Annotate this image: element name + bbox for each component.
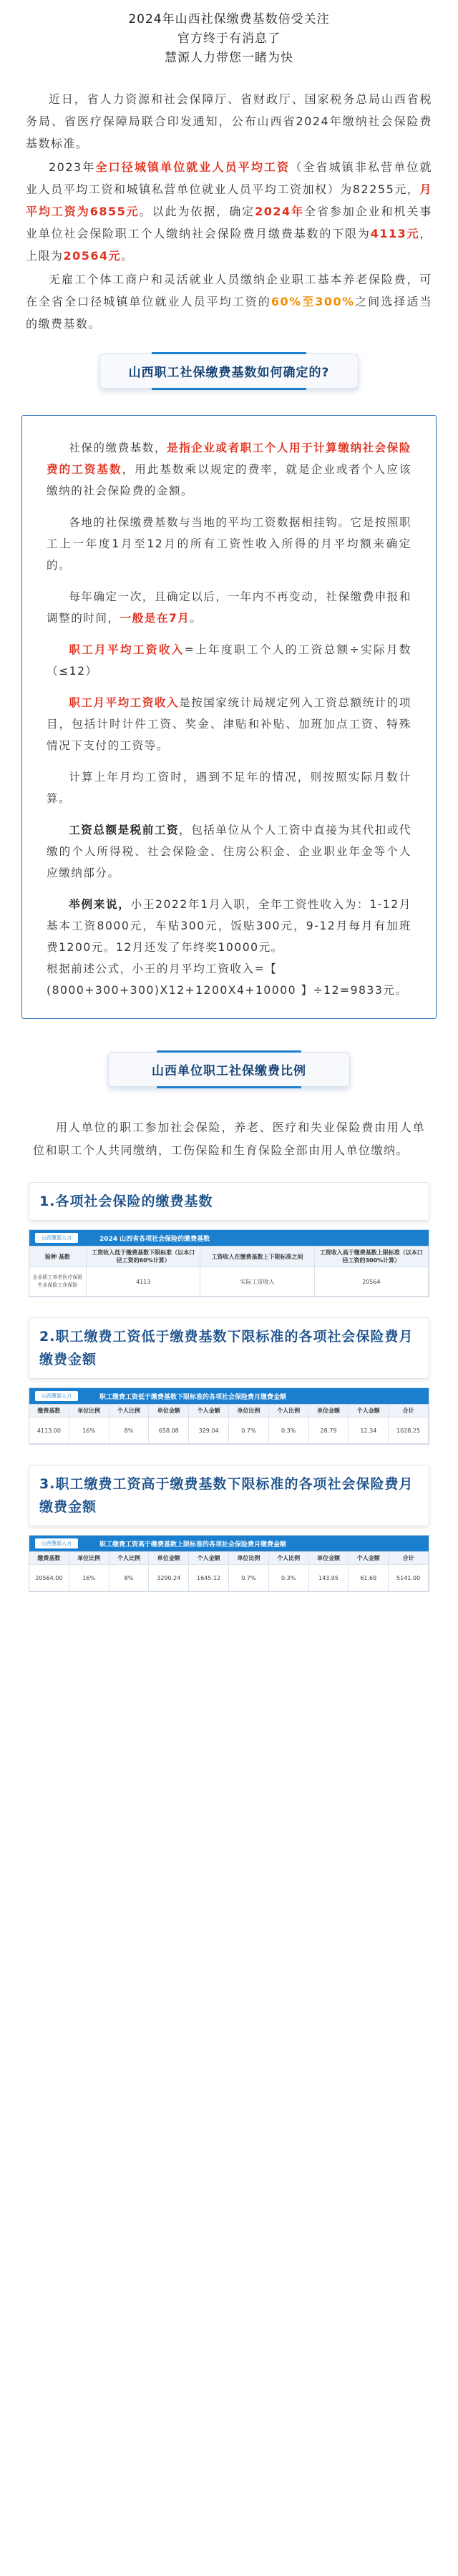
- text-span: 小王2022年1月入职，全年工资性收入为：1-12月基本工资8000元，车贴300元，饭贴300元，9-12月每月有加班费1200元。12月还发了年终奖10000元。: [47, 898, 411, 954]
- table-header-cell: 个人金额: [189, 1405, 229, 1418]
- table-cell: 1028.25: [389, 1418, 429, 1444]
- table-cell: 61.69: [349, 1565, 389, 1591]
- table-header-cell: 个人金额: [189, 1552, 229, 1565]
- section-heading-2-label: 山西单位职工社保缴费比例: [108, 1052, 350, 1087]
- text-span: （全省城镇非私营单位就业人员平均工资和城镇私营单位就业人员平均工资加权）为82255元，: [26, 160, 432, 196]
- table-cell: 工资收入低于缴费基数下限标准（以本口径工资的60%计算）: [87, 1246, 200, 1267]
- text-span: ，用此基数乘以规定的费率，就是企业或者个人应该缴纳的社会保险费的金额。: [47, 463, 411, 497]
- table-cell: 20564.00: [29, 1565, 69, 1591]
- text-span: 社保的缴费基数，: [69, 441, 167, 454]
- table-cell: 8%: [109, 1565, 150, 1591]
- table-cell: 329.04: [189, 1418, 229, 1444]
- intro-line-1: 2024年山西社保缴费基数倍受关注: [128, 12, 330, 26]
- text-span: 2023年: [49, 160, 96, 174]
- table-cell: 0.7%: [229, 1418, 269, 1444]
- table-header-cell: 个人比例: [269, 1405, 309, 1418]
- intro-block: [0, 0, 458, 68]
- intro-line-3: 慧源人力带您一睹为快: [165, 51, 293, 65]
- box-paragraph-6: 计算上年月均工资时，遇到不足年的情况，则按照实际月数计算。: [47, 771, 411, 805]
- table-header-cell: 缴费基数: [29, 1552, 69, 1565]
- logo: 山西慧源人力: [35, 1233, 78, 1243]
- table-cell: 0.7%: [229, 1565, 269, 1591]
- subheading-1: 1.各项社会保险的缴费基数: [29, 1182, 429, 1221]
- table-header-bar: [29, 1230, 429, 1246]
- ratio-section: [0, 1116, 458, 1162]
- text-span: ，上限为: [26, 227, 432, 263]
- highlight-text: 是指企业或者职工个人用于计算缴纳社会保险费的工资基数: [47, 441, 411, 476]
- intro-line-2: 官方终于有消息了: [177, 31, 281, 46]
- table-cell: 12.34: [349, 1418, 389, 1444]
- box-paragraph-3: [47, 586, 411, 629]
- highlight-text: 职工月平均工资收入: [69, 696, 180, 709]
- table-header-cell: 单位比例: [69, 1405, 109, 1418]
- table-header-cell: 个人金额: [349, 1405, 389, 1418]
- highlight-text: 4113元: [370, 227, 420, 240]
- subheading-3: 3.职工缴费工资高于缴费基数下限标准的各项社会保险费月缴费金额: [29, 1465, 429, 1526]
- text-span: 。: [121, 249, 134, 263]
- highlight-text: 2024年: [255, 205, 305, 218]
- table-header-cell: 单位金额: [149, 1552, 189, 1565]
- text-span: ，包括单位从个人工资中直接为其代扣或代缴的个人所得税、社会保险金、住房公积金、企业职业年金等个人应缴纳部分。: [47, 824, 411, 879]
- table-cell: 3290.24: [149, 1565, 189, 1591]
- subheading-2: 2.职工缴费工资低于缴费基数下限标准的各项社会保险费月缴费金额: [29, 1317, 429, 1379]
- text-span: =上年度职工个人的工资总额÷实际月数（≤12）: [47, 643, 411, 678]
- announcement-paragraph-1: 近日，省人力资源和社会保障厅、省财政厅、国家税务总局山西省税务局、省医疗保障局联合印发通知，公布山西省2024年缴纳社会保险费基数标准。: [26, 92, 432, 150]
- logo: 山西慧源人力: [35, 1391, 78, 1401]
- table-cell: 险种 基数: [29, 1246, 87, 1267]
- table-cell: 143.95: [309, 1565, 349, 1591]
- table-header-cell: 个人比例: [109, 1552, 150, 1565]
- highlight-text: 月平均工资为6855元: [26, 182, 432, 218]
- table-title: 职工缴费工资低于缴费基数下限标准的各项社会保险费月缴费金额: [99, 1393, 287, 1401]
- table-low-base: [29, 1387, 429, 1445]
- table-header-cell: 合计: [389, 1552, 429, 1565]
- table-cell: 0.3%: [269, 1418, 309, 1444]
- table-cell: 工资收入高于缴费基数上限标准（以本口径工资的300%计算）: [315, 1246, 429, 1267]
- table-header-cell: 单位金额: [309, 1405, 349, 1418]
- text-span: 全省参加企业和机关事业单位社会保险职工个人缴纳社会保险费月缴费基数的下限为: [26, 205, 432, 240]
- table-cell: 8%: [109, 1418, 150, 1444]
- table-header-cell: 缴费基数: [29, 1405, 69, 1418]
- table-header-cell: 个人金额: [349, 1552, 389, 1565]
- announcement-section: [0, 68, 458, 335]
- ratio-paragraph: 用人单位的职工参加社会保险，养老、医疗和失业保险费由用人单位和职工个人共同缴纳，工伤保险和生育保险全部由用人单位缴纳。: [33, 1121, 425, 1157]
- table-cell: 1645.12: [189, 1565, 229, 1591]
- section-heading-2: [0, 1052, 458, 1095]
- logo: 山西慧源人力: [35, 1538, 78, 1548]
- table-cell: 实际工资收入: [200, 1267, 314, 1297]
- table-header-cell: 个人比例: [269, 1552, 309, 1565]
- highlight-text: 职工月平均工资收入: [69, 643, 185, 656]
- table-header-bar: [29, 1388, 429, 1404]
- table-cell: 4113: [87, 1267, 200, 1297]
- table-cell: 20564: [315, 1267, 429, 1297]
- table-header-cell: 单位金额: [149, 1405, 189, 1418]
- box-paragraph-4: [47, 639, 411, 682]
- section-heading-1: [0, 353, 458, 396]
- highlight-text: 一般是在7月: [120, 612, 190, 625]
- table-grid: [29, 1404, 429, 1444]
- table-header-cell: 合计: [389, 1405, 429, 1418]
- table-grid: [29, 1246, 429, 1297]
- table-contribution-base: [29, 1229, 429, 1297]
- bold-text: 工资总额是税前工资: [69, 824, 180, 836]
- table-header-cell: 单位比例: [229, 1405, 269, 1418]
- table-cell: 4113.00: [29, 1418, 69, 1444]
- box-paragraph-5: [47, 692, 411, 756]
- text-span: 。以此为依据，确定: [139, 205, 255, 218]
- table-title: 2024 山西省各项社会保险的缴费基数: [99, 1235, 210, 1243]
- table-header-cell: 单位比例: [69, 1552, 109, 1565]
- table-cell: 0.3%: [269, 1565, 309, 1591]
- table-cell: 5141.00: [389, 1565, 429, 1591]
- box-paragraph-2: 各地的社保缴费基数与当地的平均工资数据相挂钩。它是按照职工上一年度1月至12月的所有工资性收入所得的月平均额来确定的。: [47, 516, 411, 572]
- table-cell: 28.79: [309, 1418, 349, 1444]
- text-span: 每年确定一次，且确定以后，一年内不再变动，社保缴费申报和调整的时间，: [47, 590, 411, 625]
- table-cell: 658.08: [149, 1418, 189, 1444]
- table-header-cell: 个人比例: [109, 1405, 150, 1418]
- box-formula: 根据前述公式，小王的月平均工资收入=【 (8000+300+300)X12+1200X4+10000 】÷12=9833元。: [47, 962, 408, 997]
- table-cell: 企业职工养老医疗保险失业保险工伤保险: [29, 1267, 87, 1297]
- announcement-paragraph-3: [26, 268, 432, 335]
- box-paragraph-7: [47, 819, 411, 884]
- text-span: 是按国家统计局规定列入工资总额统计的项目，包括计时计件工资、奖金、津贴和补贴、加班加点工资、特殊情况下支付的工资等。: [47, 696, 411, 752]
- table-grid: [29, 1551, 429, 1591]
- table-cell: 16%: [69, 1418, 109, 1444]
- highlight-text: 20564元: [63, 249, 122, 263]
- table-title: 职工缴费工资高于缴费基数上限标准的各项社会保险费月缴费金额: [99, 1541, 287, 1548]
- section-heading-1-label: 山西职工社保缴费基数如何确定的?: [99, 353, 359, 389]
- base-explanation-box: [21, 415, 437, 1019]
- table-cell: 16%: [69, 1565, 109, 1591]
- text-span: 无雇工个体工商户和灵活就业人员缴纳企业职工基本养老保险费，可在全省全口径城镇单位就业人员平均工资的: [26, 273, 432, 308]
- text-span: 。: [190, 612, 203, 625]
- highlight-text: 60%至300%: [271, 295, 355, 308]
- table-header-cell: 单位比例: [229, 1552, 269, 1565]
- table-header-cell: 单位金额: [309, 1552, 349, 1565]
- table-high-base: [29, 1535, 429, 1592]
- announcement-paragraph-2: [26, 156, 432, 267]
- highlight-text: 全口径城镇单位就业人员平均工资: [95, 160, 291, 174]
- table-header-bar: [29, 1536, 429, 1551]
- table-cell: 工资收入在缴费基数上下限标准之间: [200, 1246, 314, 1267]
- bold-text: 举例来说，: [69, 898, 131, 911]
- text-span: 之间选择适当的缴费基数。: [26, 295, 432, 331]
- box-paragraph-8: [47, 894, 411, 958]
- box-paragraph-1: [47, 437, 411, 502]
